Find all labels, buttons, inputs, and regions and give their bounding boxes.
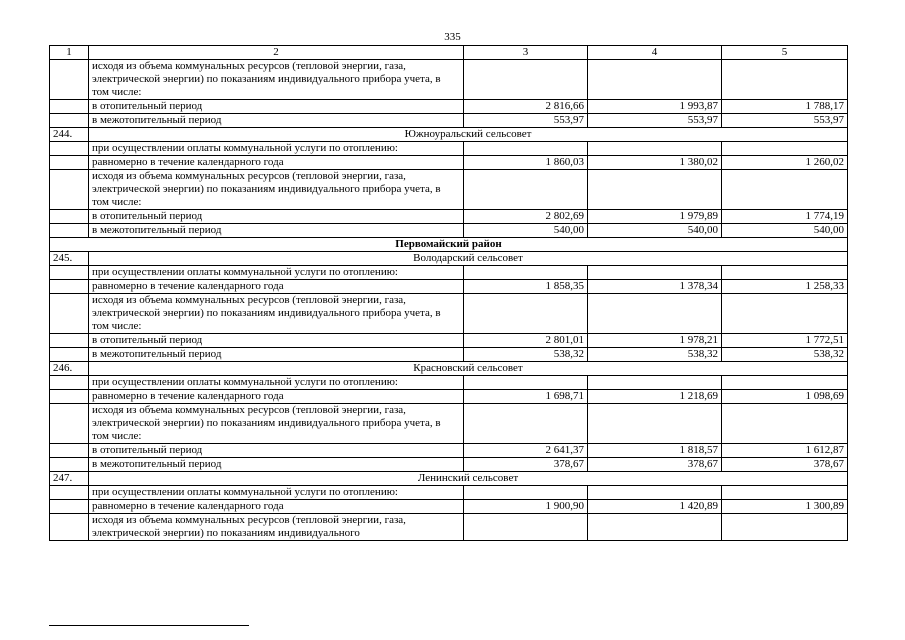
period-label: в межотопительный период <box>89 348 464 362</box>
value-col-5: 540,00 <box>722 224 848 238</box>
header-col-4: 4 <box>588 46 722 60</box>
description-row <box>50 266 848 280</box>
value-col-3: 2 816,66 <box>464 100 588 114</box>
section-number: 246. <box>50 362 89 376</box>
value-col-4: 1 978,21 <box>588 334 722 348</box>
value-col-5: 1 612,87 <box>722 444 848 458</box>
value-col-5: 1 260,02 <box>722 156 848 170</box>
header-col-1: 1 <box>50 46 89 60</box>
value-col-3: 540,00 <box>464 224 588 238</box>
value-row <box>50 280 848 294</box>
value-col-5: 1 258,33 <box>722 280 848 294</box>
value-col-4: 1 378,34 <box>588 280 722 294</box>
value-col-3 <box>464 376 588 390</box>
section-number: 245. <box>50 252 89 266</box>
value-col-4: 1 420,89 <box>588 500 722 514</box>
value-row <box>50 390 848 404</box>
period-label: равномерно в течение календарного года <box>89 280 464 294</box>
table-body <box>50 60 848 541</box>
period-label: в отопительный период <box>89 334 464 348</box>
row-number-cell <box>50 444 89 458</box>
value-col-5: 553,97 <box>722 114 848 128</box>
value-col-3 <box>464 142 588 156</box>
row-number-cell <box>50 500 89 514</box>
row-number-cell <box>50 224 89 238</box>
period-label: в отопительный период <box>89 100 464 114</box>
value-col-4: 378,67 <box>588 458 722 472</box>
value-col-3: 1 698,71 <box>464 390 588 404</box>
value-col-5 <box>722 170 848 210</box>
value-col-4: 1 218,69 <box>588 390 722 404</box>
value-col-5: 1 300,89 <box>722 500 848 514</box>
value-col-3: 2 641,37 <box>464 444 588 458</box>
tariff-table <box>49 45 848 541</box>
row-number-cell <box>50 280 89 294</box>
value-col-3: 1 860,03 <box>464 156 588 170</box>
row-number-cell <box>50 170 89 210</box>
value-row <box>50 500 848 514</box>
value-col-4: 1 979,89 <box>588 210 722 224</box>
description-row <box>50 60 848 100</box>
value-col-5 <box>722 514 848 541</box>
header-col-2: 2 <box>89 46 464 60</box>
row-number-cell <box>50 334 89 348</box>
row-number-cell <box>50 458 89 472</box>
value-col-3: 2 802,69 <box>464 210 588 224</box>
period-label: в отопительный период <box>89 444 464 458</box>
period-label: в межотопительный период <box>89 458 464 472</box>
value-col-4: 538,32 <box>588 348 722 362</box>
value-col-3 <box>464 514 588 541</box>
value-col-4 <box>588 486 722 500</box>
section-row <box>50 252 848 266</box>
section-title: Красновский сельсовет <box>89 362 848 376</box>
value-col-3: 1 900,90 <box>464 500 588 514</box>
value-col-3: 538,32 <box>464 348 588 362</box>
district-row <box>50 238 848 252</box>
description-row <box>50 170 848 210</box>
description-row <box>50 486 848 500</box>
period-label: в межотопительный период <box>89 224 464 238</box>
section-number: 244. <box>50 128 89 142</box>
row-number-cell <box>50 266 89 280</box>
period-label: равномерно в течение календарного года <box>89 500 464 514</box>
value-row <box>50 224 848 238</box>
value-col-4 <box>588 294 722 334</box>
value-col-4: 540,00 <box>588 224 722 238</box>
value-col-5: 538,32 <box>722 348 848 362</box>
value-col-4 <box>588 60 722 100</box>
period-label: равномерно в течение календарного года <box>89 156 464 170</box>
section-row <box>50 362 848 376</box>
description-text: исходя из объема коммунальных ресурсов (тепловой энергии, газа, электрической энергии) по показаниям индивидуального прибора учета, в том числе: <box>89 170 464 210</box>
section-title: Ленинский сельсовет <box>89 472 848 486</box>
description-text: при осуществлении оплаты коммунальной услуги по отоплению: <box>89 376 464 390</box>
section-title: Володарский сельсовет <box>89 252 848 266</box>
header-col-5: 5 <box>722 46 848 60</box>
value-col-3 <box>464 294 588 334</box>
row-number-cell <box>50 210 89 224</box>
value-col-5: 1 098,69 <box>722 390 848 404</box>
value-col-5 <box>722 376 848 390</box>
value-col-5 <box>722 266 848 280</box>
description-row <box>50 294 848 334</box>
value-col-3 <box>464 404 588 444</box>
value-col-4: 1 380,02 <box>588 156 722 170</box>
value-col-4 <box>588 404 722 444</box>
value-row <box>50 210 848 224</box>
value-col-4 <box>588 170 722 210</box>
row-number-cell <box>50 294 89 334</box>
description-text: исходя из объема коммунальных ресурсов (тепловой энергии, газа, электрической энергии) по показаниям индивидуального прибора учета, в том числе: <box>89 404 464 444</box>
description-text: при осуществлении оплаты коммунальной услуги по отоплению: <box>89 142 464 156</box>
row-number-cell <box>50 404 89 444</box>
description-row <box>50 142 848 156</box>
row-number-cell <box>50 376 89 390</box>
value-col-4 <box>588 376 722 390</box>
section-row <box>50 128 848 142</box>
row-number-cell <box>50 514 89 541</box>
description-text: исходя из объема коммунальных ресурсов (тепловой энергии, газа, электрической энергии) по показаниям индивидуального прибора учета, в том числе: <box>89 294 464 334</box>
header-col-3: 3 <box>464 46 588 60</box>
period-label: равномерно в течение календарного года <box>89 390 464 404</box>
row-number-cell <box>50 390 89 404</box>
value-col-3 <box>464 170 588 210</box>
row-number-cell <box>50 348 89 362</box>
section-number: 247. <box>50 472 89 486</box>
value-row <box>50 100 848 114</box>
value-col-3: 378,67 <box>464 458 588 472</box>
description-text: исходя из объема коммунальных ресурсов (тепловой энергии, газа, электрической энергии) по показаниям индивидуального прибора учета, в том числе: <box>89 60 464 100</box>
value-col-5 <box>722 60 848 100</box>
value-row <box>50 114 848 128</box>
value-col-3 <box>464 266 588 280</box>
value-col-5 <box>722 486 848 500</box>
value-col-3: 2 801,01 <box>464 334 588 348</box>
value-col-4 <box>588 142 722 156</box>
value-row <box>50 458 848 472</box>
value-col-4: 1 818,57 <box>588 444 722 458</box>
description-text: при осуществлении оплаты коммунальной услуги по отоплению: <box>89 266 464 280</box>
period-label: в отопительный период <box>89 210 464 224</box>
value-col-3: 1 858,35 <box>464 280 588 294</box>
value-col-4 <box>588 266 722 280</box>
value-row <box>50 156 848 170</box>
value-row <box>50 348 848 362</box>
description-text: исходя из объема коммунальных ресурсов (тепловой энергии, газа, электрической энергии) по показаниям индивидуального <box>89 514 464 541</box>
value-col-3 <box>464 486 588 500</box>
row-number-cell <box>50 486 89 500</box>
value-row <box>50 444 848 458</box>
description-row <box>50 404 848 444</box>
value-col-5 <box>722 404 848 444</box>
value-col-3 <box>464 60 588 100</box>
row-number-cell <box>50 100 89 114</box>
value-row <box>50 334 848 348</box>
value-col-3: 553,97 <box>464 114 588 128</box>
value-col-5: 1 774,19 <box>722 210 848 224</box>
value-col-5 <box>722 142 848 156</box>
description-text: при осуществлении оплаты коммунальной услуги по отоплению: <box>89 486 464 500</box>
value-col-5: 1 788,17 <box>722 100 848 114</box>
section-row <box>50 472 848 486</box>
period-label: в межотопительный период <box>89 114 464 128</box>
footnote-divider <box>49 625 249 626</box>
district-title: Первомайский район <box>50 238 848 252</box>
value-col-4 <box>588 514 722 541</box>
table-header-row <box>50 46 848 60</box>
value-col-5 <box>722 294 848 334</box>
description-row <box>50 514 848 541</box>
section-title: Южноуральский сельсовет <box>89 128 848 142</box>
row-number-cell <box>50 156 89 170</box>
description-row <box>50 376 848 390</box>
value-col-4: 553,97 <box>588 114 722 128</box>
value-col-4: 1 993,87 <box>588 100 722 114</box>
row-number-cell <box>50 60 89 100</box>
page-number: 335 <box>444 31 461 43</box>
value-col-5: 378,67 <box>722 458 848 472</box>
row-number-cell <box>50 114 89 128</box>
row-number-cell <box>50 142 89 156</box>
value-col-5: 1 772,51 <box>722 334 848 348</box>
